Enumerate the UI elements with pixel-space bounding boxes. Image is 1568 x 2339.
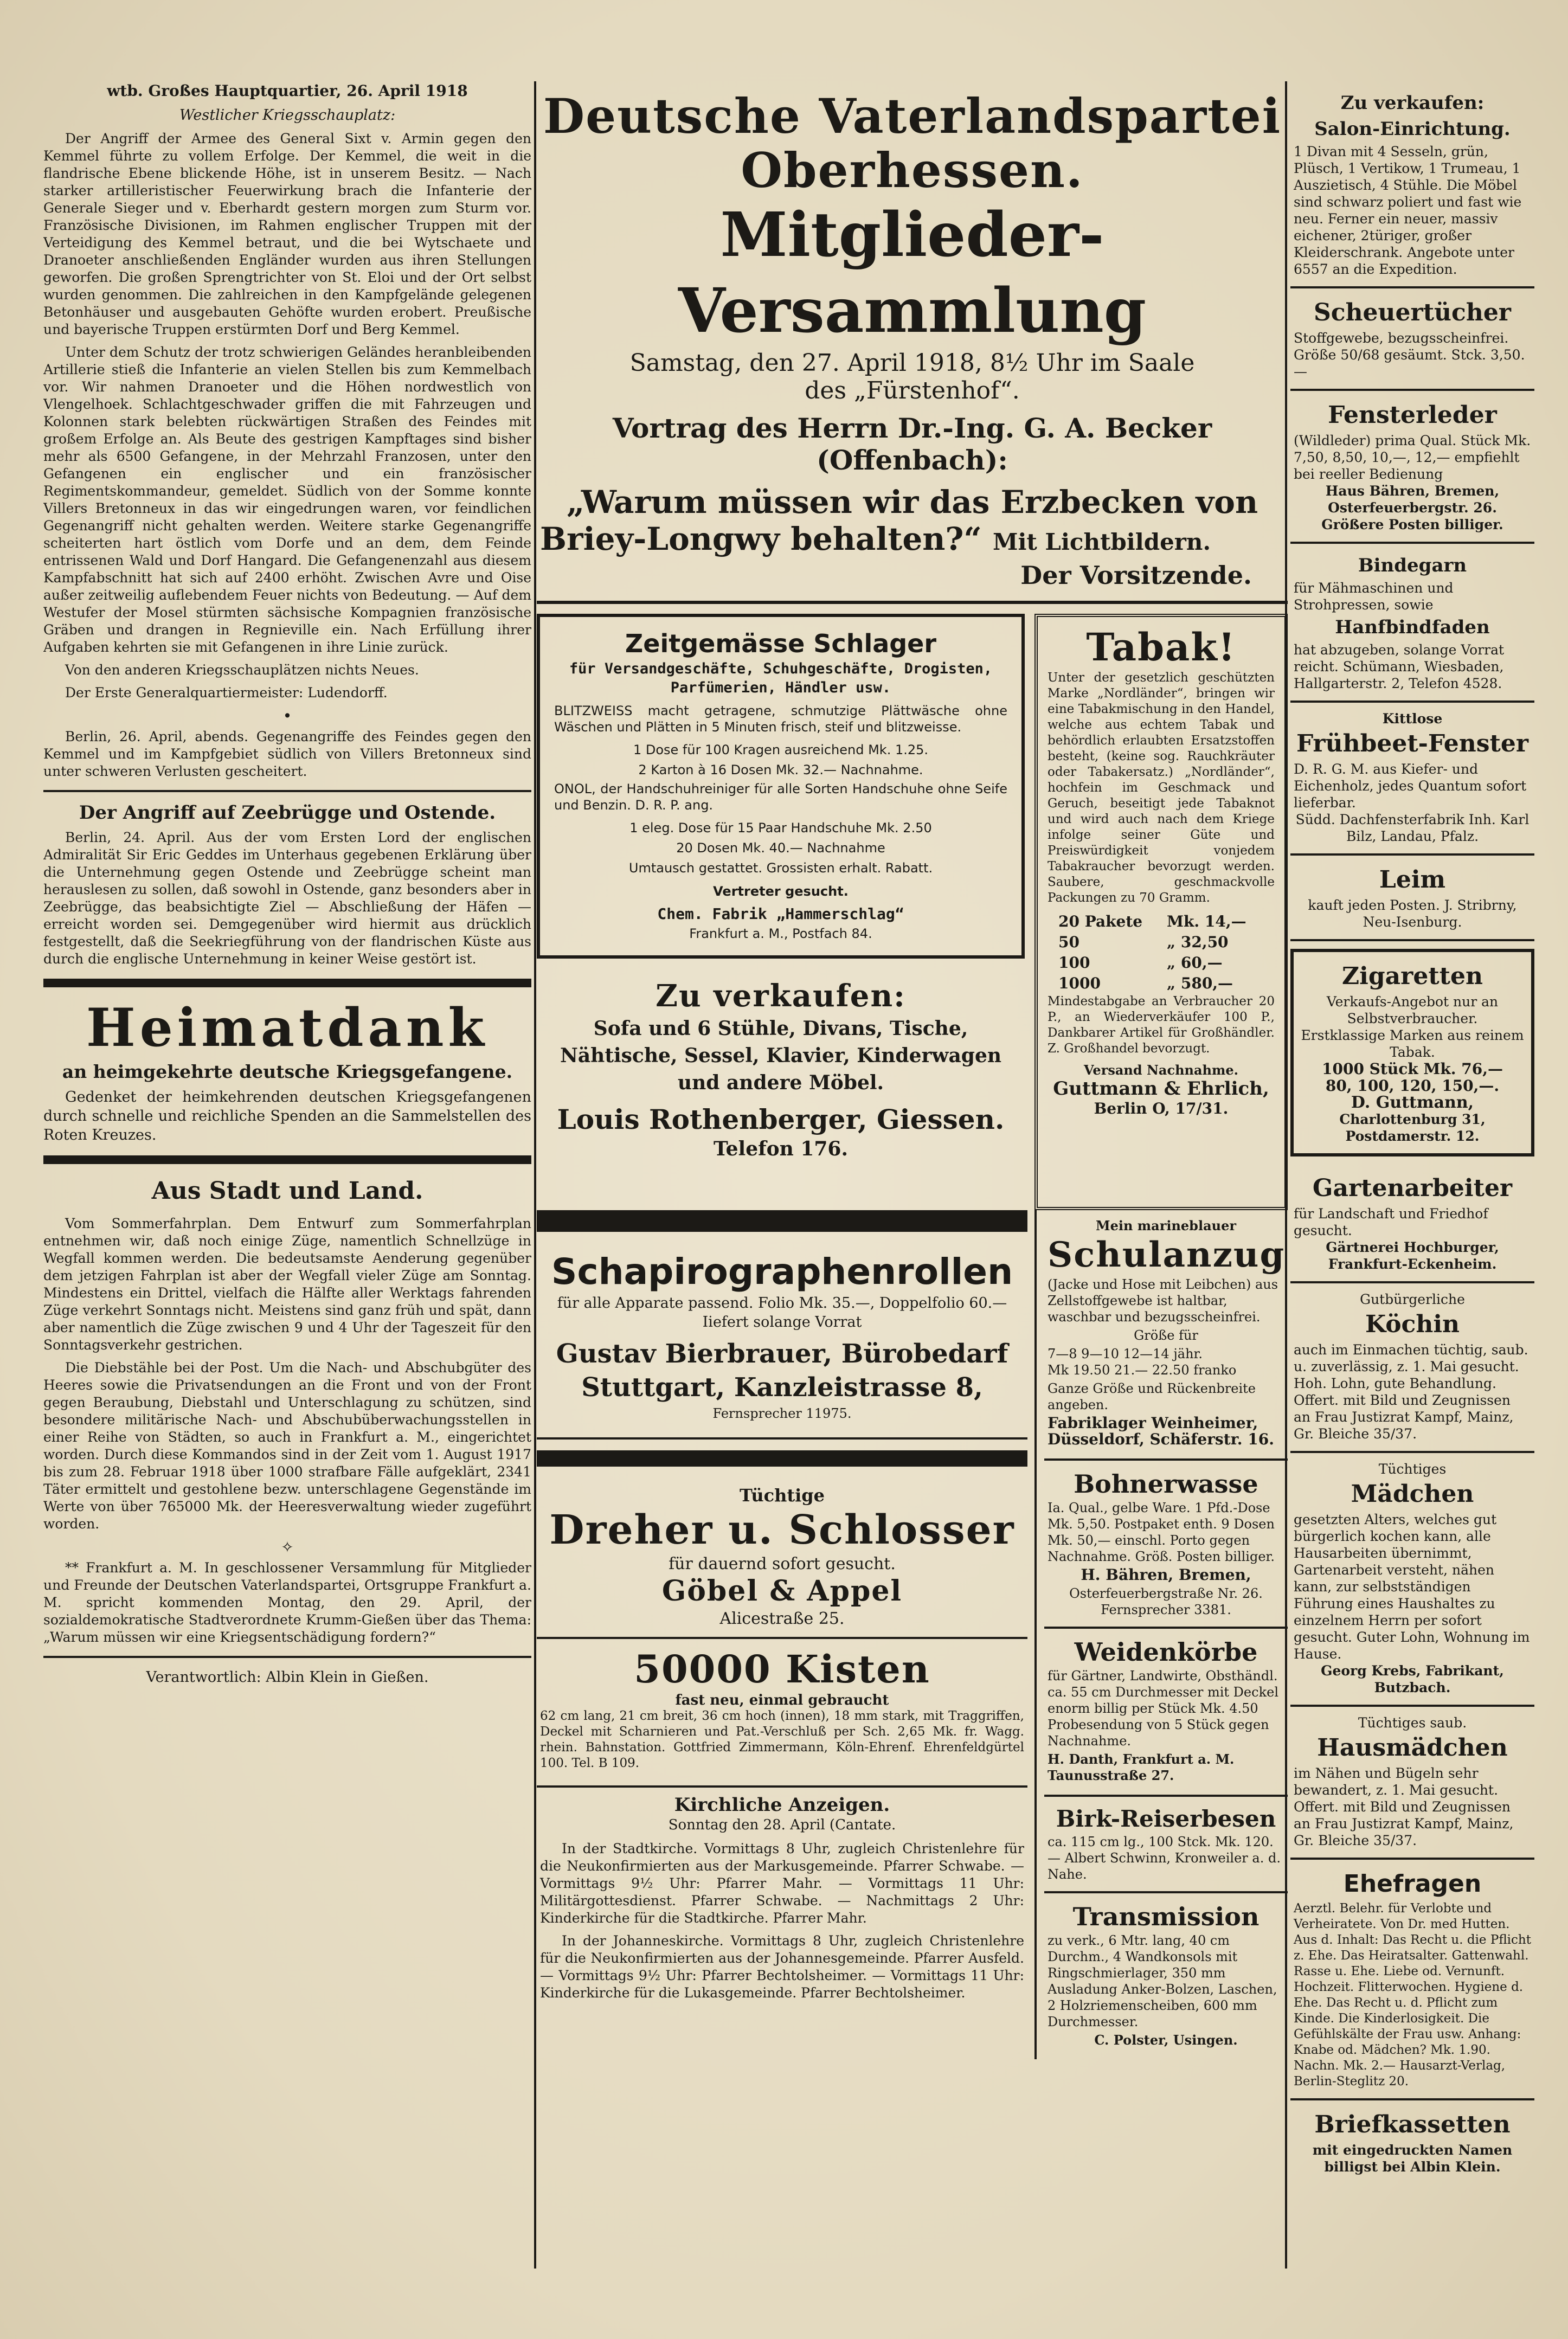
footer-responsible: Verantwortlich: Albin Klein in Gießen. xyxy=(146,1669,429,1686)
zu-verkaufen-ad xyxy=(537,969,1025,1169)
divider xyxy=(537,1450,1027,1467)
ma-note: Ganze Größe und Rückenbreite angeben. xyxy=(1048,1381,1256,1412)
schapirographen-ad xyxy=(537,1243,1027,1440)
a7-firm: D. Guttmann, xyxy=(1351,1093,1474,1112)
dr-address: Alicestraße 25. xyxy=(719,1609,845,1628)
zs-line: 2 Karton à 16 Dosen Mk. 32.— Nachnahme. xyxy=(638,762,923,777)
ma-title: Schulanzug xyxy=(1048,1235,1286,1275)
zs-line: Umtausch gestattet. Grossisten erhalt. Rabatt. xyxy=(628,860,933,876)
a5-firm: Südd. Dachfensterfabrik Inh. Karl Bilz, Landau, Pfalz. xyxy=(1295,812,1530,844)
stadt-paragraph: Die Diebstähle bei der Post. Um die Nach- und Abschubgüter des Heeres sowie die Privatsendungen an die Front und von der Front gegen Beraubung, Diebstahl und Unterschlagung zu schützen, sind besondere militärische Nach- und Abschubüberwachungsstellen in einer Reihe von Städten, so auch in Frankfurt a. M., eingerichtet worden. Durch diese Kommandos sind in der Zeit vom 1. August 1917 bis zum 28. Februar 1918 über 1000 strafbare Fälle aufgeklärt, 2341 Täter ermittelt und gestohlene bezw. unterschlagene Gegenstände im Werte von über 765000 Mk. der Heeresverwaltung wieder zugeführt worden. xyxy=(43,1360,531,1532)
a6-title: Leim xyxy=(1379,866,1446,894)
report-paragraph: Der Angriff der Armee des General Sixt v. Armin gegen den Kemmel führte zu vollem Erfolge. Der Kemmel, die weit in die flandrische Ebene blickende Höhe, ist in unserem Besitz. — Nach starker artilleristischer Feuerwirkung brach die Infanterie der Generale Sieger und v. Eberhardt gestern morgen zum Sturm vor. Französische Divisionen, im Rahmen englischer Truppen mit der Verteidigung des Kemmel betraut, und die bei Wytschaete und Dranoeter anschließenden Engländer wurden aus ihren Stellungen geworfen. Die großen Sprengtrichter von St. Eloi und der Ort selbst wurden genommen. Die zahlreichen in den Kampfgelände gelegenen Betonhäuser und ausgebauten Gehöfte wurden erobert. Preußische und bayerische Truppen erstürmten Dorf und Berg Kemmel. xyxy=(43,131,531,337)
a9-pre: Gutbürgerliche xyxy=(1360,1291,1465,1307)
schulanzug-ad xyxy=(1044,1210,1288,1461)
tabak-title: Tabak! xyxy=(1086,625,1236,670)
heimatdank-paragraph: Gedenket der heimkehrenden deutschen Kriegsgefangenen durch schnelle und reichliche Spenden an die Sammelstellen des Roten Kreuzes. xyxy=(43,1089,531,1143)
a6-paragraph: kauft jeden Posten. J. Stribrny, Neu-Isenburg. xyxy=(1308,897,1517,930)
sch-firm: Gustav Bierbrauer, Bürobedarf xyxy=(556,1339,1008,1369)
a3-footer: Größere Posten billiger. xyxy=(1321,517,1503,532)
vp-line2: Oberhessen. xyxy=(741,142,1084,198)
separator-mark: ✧ xyxy=(281,1538,294,1556)
vp-title: Mitglieder-Versammlung xyxy=(678,200,1147,346)
tr-firm: C. Polster, Usingen. xyxy=(1094,2032,1238,2048)
vk-title: Zu verkaufen: xyxy=(656,978,906,1014)
stadt-paragraph: Vom Sommerfahrplan. Dem Entwurf zum Sommerfahrplan entnehmen wir, daß noch einige Züge, namentlich Schnellzüge in Wegfall kommen werden. Die bedeutsamste Aenderung gegenüber dem jetzigen Fahrplan ist aber der Wegfall vieler Züge am Sonntag. Mindestens ein Drittel, vielfach die Hälfte aller Werktags fahrenden Züge verkehrt Sonntags nicht. Meistens sind ganz früh und spät, dann aber namentlich die Züge zwischen 9 und 4 Uhr der Tageszeit für den Sonntagsverkehr gestrichen. xyxy=(43,1216,531,1353)
vp-question-line2 xyxy=(540,521,1284,557)
a8-paragraph: für Landschaft und Friedhof gesucht. xyxy=(1294,1206,1488,1238)
vp-signature: Der Vorsitzende. xyxy=(1020,561,1252,590)
bi-paragraph: ca. 115 cm lg., 100 Stck. Mk. 120.— Albert Schwinn, Kronweiler a. d. Nahe. xyxy=(1048,1834,1281,1882)
divider xyxy=(537,1210,1027,1232)
vp-venue: des „Fürstenhof“. xyxy=(805,377,1020,404)
lower-left-ads xyxy=(537,1210,1027,2014)
column-rule-1 xyxy=(534,81,536,2269)
a1-subtitle: Salon-Einrichtung. xyxy=(1314,118,1511,140)
column-ads-main xyxy=(537,81,1288,2269)
bi-title: Birk-Reiserbesen xyxy=(1056,1805,1276,1832)
ki-sub: fast neu, einmal gebraucht xyxy=(675,1692,889,1708)
tabak-conditions: Mindestabgabe an Verbraucher 20 P., an Wiederverkäufer 100 P., Dankbarer Artikel für Großhändler. Z. Großhandel bevorzugt. xyxy=(1048,994,1275,1056)
ma-size: Größe für xyxy=(1134,1328,1198,1343)
divider xyxy=(43,1155,531,1164)
a1-title: Zu verkaufen: xyxy=(1340,92,1485,114)
vp-line1: Deutsche Vaterlandspartei xyxy=(543,88,1282,144)
a7-title: Zigaretten xyxy=(1342,962,1483,990)
a4-title2: Hanfbindfaden xyxy=(1335,616,1490,638)
maedchen-ad xyxy=(1290,1453,1534,1707)
tabak-price-row: 100 „ 60,— xyxy=(1058,954,1223,972)
stadt-title: Aus Stadt und Land. xyxy=(151,1177,423,1205)
sch-prices: für alle Apparate passend. Folio Mk. 35.—, Doppelfolio 60.— Iiefert solange Vorrat xyxy=(557,1295,1007,1331)
leim-ad xyxy=(1290,856,1534,941)
reiserbesen-ad xyxy=(1044,1797,1288,1893)
a7-price2: 80, 100, 120, 150,—. xyxy=(1325,1077,1500,1095)
ma-pre: Mein marineblauer xyxy=(1096,1218,1236,1233)
bo-title: Bohnerwasse xyxy=(1074,1469,1258,1499)
a8-title: Gartenarbeiter xyxy=(1312,1174,1513,1202)
report-header: wtb. Großes Hauptquartier, 26. April 1918 xyxy=(107,82,468,100)
koechin-ad xyxy=(1290,1283,1534,1453)
a10-firm: Georg Krebs, Fabrikant, Butzbach. xyxy=(1321,1663,1504,1695)
dr-title: Dreher u. Schlosser xyxy=(549,1507,1015,1553)
report-paragraph: Unter dem Schutz der trotz schwierigen Geländes heranbleibenden Artillerie stieß die Infanterie an vielen Stellen bis zum Kemmelbach vor. Wir nahmen Dranoeter und die Höhen nordwestlich von Vlengelhoek. Schlachtgeschwader griffen die mit Fahrzeugen und Kolonnen stark belebten rückwärtigen Straßen des Feindes mit großem Erfolge an. Als Beute des gestrigen Kampftages sind bisher mehr als 6500 Gefangene, in der Mehrzahl Franzosen, unter den Gefangenen ein englischer und ein französischer Regimentskommandeur, gemeldet. Südlich von der Somme konnte Villers Bretonneux in das wir eingedrungen waren, vor feindlichen Gegenangriff nicht gehalten werden. Weitere starke Gegenangriffe scheiterten hart östlich vom Dorfe und an dem, dem Feinde entrissenen Wald und Dorf Hangard. Die Gefangenenzahl aus diesem Kampfabschnitt hat sich auf 2400 erhöht. Zwischen Avre und Oise außer zeitweilig auflebendem Feuer nichts von Bedeutung. — Auf dem Westufer der Mosel stürmten sächsische Kompagnien französische Gräben und drangen in Regnieville ein. Nach Erfüllung ihrer Aufgaben kehrten sie mit Gefangenen in ihre Linie zurück. xyxy=(43,344,531,655)
tabak-firm: Guttmann & Ehrlich, xyxy=(1053,1078,1269,1100)
a7-address: Charlottenburg 31, Postdamerstr. 12. xyxy=(1339,1111,1486,1144)
a9-paragraph: auch im Einmachen tüchtig, saub. u. zuverlässig, z. 1. Mai gesucht. Hoh. Lohn, gute Behandlung. Offert. mit Bild und Zeugnissen an Frau Justizrat Kampf, Mainz, Gr. Bleiche 35/37. xyxy=(1294,1342,1528,1442)
zs-line: Vertreter gesucht. xyxy=(713,884,849,899)
we-firm: H. Danth, Frankfurt a. M. Taunusstraße 27. xyxy=(1048,1751,1235,1783)
a4-title: Bindegarn xyxy=(1358,555,1467,576)
a3-title: Fensterleder xyxy=(1328,401,1497,429)
a9-title: Köchin xyxy=(1365,1310,1460,1338)
ma-firm: Fabriklager Weinheimer, Düsseldorf, Schäferstr. 16. xyxy=(1048,1414,1275,1448)
vp-lichtbilder: Mit Lichtbildern. xyxy=(992,529,1211,555)
a1-paragraph: 1 Divan mit 4 Sesseln, grün, Plüsch, 1 Vertikow, 1 Trumeau, 1 Auszietisch, 4 Stühle. Die Möbel sind schwarz poliert und fast wie neu. Ferner ein neuer, massiv eichener, 2türiger, großer Kleiderschrank. Angebote unter 6557 an die Expedition. xyxy=(1294,144,1522,277)
mid-ad-row xyxy=(537,614,1288,1210)
briefkassetten-ad xyxy=(1290,2100,1534,2184)
a3-firm: Haus Bähren, Bremen, Osterfeuerbergstr. 26. xyxy=(1325,483,1500,516)
divider xyxy=(43,979,531,987)
column-classifieds xyxy=(1290,81,1534,2269)
separator-mark: • xyxy=(282,707,292,725)
tabak-shipping: Versand Nachnahme. xyxy=(1084,1062,1238,1078)
zs-address: Frankfurt a. M., Postfach 84. xyxy=(689,926,872,941)
tabak-ad xyxy=(1034,614,1288,1210)
bo-firm: H. Bähren, Bremen, xyxy=(1081,1566,1251,1584)
vp-question-line1: „Warum müssen wir das Erzbecken von xyxy=(566,484,1258,521)
fruehbeet-ad xyxy=(1290,703,1534,856)
sch-city: Stuttgart, Kanzleistrasse 8, xyxy=(581,1372,983,1403)
a8-firm: Gärtnerei Hochburger, Frankfurt-Eckenheim. xyxy=(1326,1239,1499,1272)
bo-paragraph: Ia. Qual., gelbe Ware. 1 Pfd.-Dose Mk. 5,50. Postpaket enth. 9 Dosen Mk. 50,— einschl. Porto gegen Nachnahme. Größ. Posten billiger. xyxy=(1048,1500,1275,1564)
stadt-paragraph: ** Frankfurt a. M. In geschlossener Versammlung für Mitglieder und Freunde der Deutschen Vaterlandspartei, Ortsgruppe Frankfurt a. M. spricht kommenden Montag, den 29. April, der sozialdemokratische Stadtverordnete Krumm-Gießen über das Thema: „Warum müssen wir eine Kriegsentschädigung fordern?“ xyxy=(43,1560,531,1645)
zs-blitzweiss: BLITZWEISS macht getragene, schmutzige Plättwäsche ohne Wäschen und Plätten in 5 Minuten frisch, steif und blitzweisse. xyxy=(554,703,1007,735)
kir-paragraph: In der Stadtkirche. Vormittags 8 Uhr, zugleich Christenlehre für die Neukonfirmierten aus der Markusgemeinde. Pfarrer Schwabe. — Vormittags 9½ Uhr: Pfarrer Mahr. — Vormittags 11 Uhr: Militärgottesdienst. Pfarrer Schwabe. — Nachmittags 2 Uhr: Kinderkirche für die Stadtkirche. Pfarrer Mahr. xyxy=(540,1841,1024,1926)
a4-paragraph2: hat abzugeben, solange Vorrat reicht. Schümann, Wiesbaden, Hallgarterstr. 2, Telefon 4528. xyxy=(1294,642,1505,691)
salon-ad xyxy=(1290,81,1534,288)
tabak-paragraph: Unter der gesetzlich geschützten Marke „Nordländer“, bringen wir eine Tabakmischung in den Handel, welche aus echtem Tabak und behördlich erlaubten Ersatzstoffen besteht, (keine sog. Rauchkräuter oder Tabakersatz.) „Nordländer“, hochfein im Geschmack und Geruch, beseitigt jede Tabaknot und wird auch nach dem Kriege infolge seiner Güte und Preiswürdigkeit vonjedem Tabakraucher bevorzugt werden. Saubere, geschmackvolle Packungen zu 70 Gramm. xyxy=(1048,671,1275,905)
vp-date: Samstag, den 27. April 1918, 8½ Uhr im Saale xyxy=(629,349,1195,377)
tabak-price-row: 50 „ 32,50 xyxy=(1058,933,1229,951)
bo-address: Osterfeuerbergstraße Nr. 26. Fernsprecher 3381. xyxy=(1069,1586,1263,1617)
vp-question-text: Briey-Longwy behalten?“ xyxy=(540,521,982,557)
hausmaedchen-ad xyxy=(1290,1707,1534,1860)
gartenarbeiter-ad xyxy=(1290,1164,1534,1283)
a5-pre: Kittlose xyxy=(1382,711,1443,727)
we-title: Weidenkörbe xyxy=(1074,1637,1258,1667)
scheuertuecher-ad xyxy=(1290,288,1534,391)
zeitgemaesse-schlager-ad xyxy=(537,614,1025,959)
lower-ad-row xyxy=(537,1210,1288,2048)
dr-firm: Göbel & Appel xyxy=(661,1575,903,1608)
zeebruegge-paragraph: Berlin, 24. April. Aus der vom Ersten Lord der englischen Admiralität Sir Eric Geddes im Unterhaus gegebenen Erklärung über die Unternehmung gegen Ostende und Zeebrügge scheint man herauslesen zu sollen, daß sowohl in Ostende, ganz besonders aber in Zeebrügge, das beabsichtigte Ziel — Abschließung der Häfen — erreicht worden sei. Demgegenüber wird hiermit aus drücklich festgestellt, daß die Seekriegführung von der flandrischen Küste aus durch die englische Unternehmung in keiner Weise gestört ist. xyxy=(43,830,531,967)
a13-title: Briefkassetten xyxy=(1314,2111,1511,2138)
bohnerwachs-ad xyxy=(1044,1461,1288,1629)
kisten-ad xyxy=(537,1639,1027,1788)
tr-title: Transmission xyxy=(1072,1902,1259,1931)
we-paragraph: für Gärtner, Landwirte, Obsthändl. ca. 55 cm Durchmesser mit Deckel enorm billig per Stück Mk. 4.50 Probesendung von 5 Stück gegen Nachnahme. xyxy=(1048,1668,1278,1749)
kir-paragraph: In der Johanneskirche. Vormittags 8 Uhr, zugleich Christenlehre für die Neukonfirmierten aus der Johannesgemeinde. Pfarrer Ausfeld. — Vormittags 9½ Uhr: Pfarrer Bechtolsheimer. — Vormittags 11 Uhr: Kinderkirche für die Lukasgemeinde. Pfarrer Bechtolsheimer. xyxy=(540,1933,1024,2001)
kirchliche-anzeigen xyxy=(537,1788,1027,2014)
sch-tel: Fernsprecher 11975. xyxy=(712,1406,852,1421)
zs-line: 1 eleg. Dose für 15 Paar Handschuhe Mk. 2.50 xyxy=(629,820,932,836)
divider xyxy=(43,790,531,792)
a12-title: Ehefragen xyxy=(1343,1870,1482,1898)
dreher-ad xyxy=(537,1477,1027,1639)
weidenkoerbe-ad xyxy=(1044,1629,1288,1797)
zeebruegge-title: Der Angriff auf Zeebrügge und Ostende. xyxy=(79,802,496,824)
ki-paragraph: 62 cm lang, 21 cm breit, 36 cm hoch (innen), 18 mm stark, mit Traggriffen, Deckel mit Scharnieren und Pat.-Verschluß per Sch. 2,65 Mk. fr. Wagg. rhein. Bahnstation. Gottfried Zimmermann, Köln-Ehrenf. Ehrenfeldgürtel 100. Tel. B 109. xyxy=(540,1709,1024,1770)
zs-line: 1 Dose für 100 Kragen ausreichend Mk. 1.25. xyxy=(633,742,929,757)
fensterleder-ad xyxy=(1290,391,1534,544)
vp-talk: Vortrag des Herrn Dr.-Ing. G. A. Becker (Offenbach): xyxy=(612,412,1212,476)
tabak-address: Berlin O, 17/31. xyxy=(1094,1100,1229,1117)
a13-paragraph: mit eingedruckten Namen billigst bei Albin Klein. xyxy=(1312,2142,1513,2175)
report-paragraph: Von den anderen Kriegsschauplätzen nichts Neues. xyxy=(65,662,419,678)
a10-title: Mädchen xyxy=(1351,1480,1474,1508)
a7-subtitle: Verkaufs-Angebot nur an Selbstverbraucher. xyxy=(1326,994,1499,1026)
zs-subtitle: für Versandgeschäfte, Schuhgeschäfte, Drogisten, Parfümerien, Händler usw. xyxy=(569,660,993,696)
vk-items: Sofa und 6 Stühle, Divans, Tische, Nähtische, Sessel, Klavier, Kinderwagen und andere Möbel. xyxy=(560,1017,1002,1094)
a11-title: Hausmädchen xyxy=(1317,1734,1508,1762)
vaterlandspartei-ad xyxy=(537,81,1288,604)
ma-ages: 7—8 9—10 12—14 jähr. xyxy=(1048,1346,1203,1361)
tabak-price-list xyxy=(1048,911,1275,994)
report-signature: Der Erste Generalquartiermeister: Ludendorff. xyxy=(65,685,388,701)
zigaretten-ad xyxy=(1290,949,1534,1156)
kir-title: Kirchliche Anzeigen. xyxy=(674,1794,890,1816)
a4-paragraph: für Mähmaschinen und Strohpressen, sowie xyxy=(1294,580,1454,613)
lower-right-ads xyxy=(1034,1210,1288,2059)
berlin-paragraph: Berlin, 26. April, abends. Gegenangriffe des Feindes gegen den Kemmel und im Kampfgebiet südlich von Villers Bretonneux sind unter schweren Verlusten gescheitert. xyxy=(43,729,531,779)
ki-title: 50000 Kisten xyxy=(634,1647,930,1692)
a12-paragraph: Aerztl. Belehr. für Verlobte und Verheiratete. Von Dr. med Hutten. Aus d. Inhalt: Das Recht u. die Pflicht z. Ehe. Das Heiratsalter. Gattenwahl. Rasse u. Ehe. Liebe od. Vernunft. Hochzeit. Flitterwochen. Hygiene d. Ehe. Das Recht u. d. Pflicht zum Kinde. Die Kinderlosigkeit. Die Gefühlskälte der Frau usw. Anhang: Knabe od. Mädchen? Mk. 1.90. Nachn. Mk. 2.— Hausarzt-Verlag, Berlin-Steglitz 20. xyxy=(1294,1901,1531,2089)
a3-paragraph: (Wildleder) prima Qual. Stück Mk. 7,50, 8,50, 10,—, 12,— empfiehlt bei reeller Bedienung xyxy=(1294,433,1531,482)
tr-paragraph: zu verk., 6 Mtr. lang, 40 cm Durchm., 4 Wandkonsols mit Ringschmierlager, 350 mm Ausladung Anker-Bolzen, Laschen, 2 Holzriemenscheiben, 600 mm Durchmesser. xyxy=(1048,1933,1277,2029)
kir-date: Sonntag den 28. April (Cantate. xyxy=(668,1817,896,1833)
a11-pre: Tüchtiges saub. xyxy=(1358,1715,1467,1731)
a7-price: 1000 Stück Mk. 76,— xyxy=(1322,1060,1503,1078)
a2-paragraph: Stoffgewebe, bezugsscheinfrei. Größe 50/68 gesäumt. Stck. 3,50.— xyxy=(1294,330,1525,380)
ma-prices: Mk 19.50 21.— 22.50 franko xyxy=(1048,1363,1237,1378)
bindegarn-ad xyxy=(1290,544,1534,703)
zs-title: Zeitgemässe Schlager xyxy=(625,629,937,658)
a5-paragraph: D. R. G. M. aus Kiefer- und Eichenholz, jedes Quantum sofort lieferbar. xyxy=(1294,761,1527,811)
a2-title: Scheuertücher xyxy=(1314,299,1511,326)
a11-paragraph: im Nähen und Bügeln sehr bewandert, z. 1. Mai gesucht. Offert. mit Bild und Zeugnissen an Frau Justizrat Kampf, Mainz, Gr. Bleiche 35/37. xyxy=(1294,1765,1514,1848)
mid-left-ads xyxy=(537,614,1025,1169)
heimatdank-title: Heimatdank xyxy=(86,997,489,1058)
zs-onol: ONOL, der Handschuhreiniger für alle Sorten Handschuhe ohne Seife und Benzin. D. R. P. ang. xyxy=(554,781,1007,813)
tabak-price-row: 20 Pakete Mk. 14,— xyxy=(1058,913,1246,930)
a7-paragraph: Erstklassige Marken aus reinem Tabak. xyxy=(1301,1027,1524,1060)
a10-paragraph: gesetzten Alters, welches gut bürgerlich kochen kann, alle Hausarbeiten übernimmt, Gartenarbeit versteht, nähen kann, zur selbstständigen Führung eines Haushaltes zu einzelnem Herrn per sofort gesucht. Guter Lohn, Wohnung im Hause. xyxy=(1294,1512,1530,1662)
column-news xyxy=(43,81,531,2269)
transmission-ad xyxy=(1044,1893,1288,2059)
vk-name: Louis Rothenberger, Giessen. xyxy=(557,1103,1005,1135)
divider xyxy=(43,1656,531,1658)
a5-title: Frühbeet-Fenster xyxy=(1296,730,1529,757)
vk-telefon: Telefon 176. xyxy=(713,1138,849,1160)
tabak-price-row: 1000 „ 580,— xyxy=(1058,974,1233,992)
ehefragen-ad xyxy=(1290,1860,1534,2100)
report-subheader: Westlicher Kriegsschauplatz: xyxy=(179,107,396,124)
zs-line: 20 Dosen Mk. 40.— Nachnahme xyxy=(676,840,885,856)
dr-sub: für dauernd sofort gesucht. xyxy=(669,1554,896,1573)
dr-pre: Tüchtige xyxy=(739,1485,825,1506)
sch-title: Schapirographenrollen xyxy=(551,1251,1013,1293)
a10-pre: Tüchtiges xyxy=(1378,1461,1447,1477)
heimatdank-subtitle: an heimgekehrte deutsche Kriegsgefangene. xyxy=(62,1061,513,1082)
ma-paragraph: (Jacke und Hose mit Leibchen) aus Zellstoffgewebe ist haltbar, waschbar und bezugsscheinfrei. xyxy=(1048,1277,1278,1325)
zs-firm: Chem. Fabrik „Hammerschlag“ xyxy=(657,905,904,923)
